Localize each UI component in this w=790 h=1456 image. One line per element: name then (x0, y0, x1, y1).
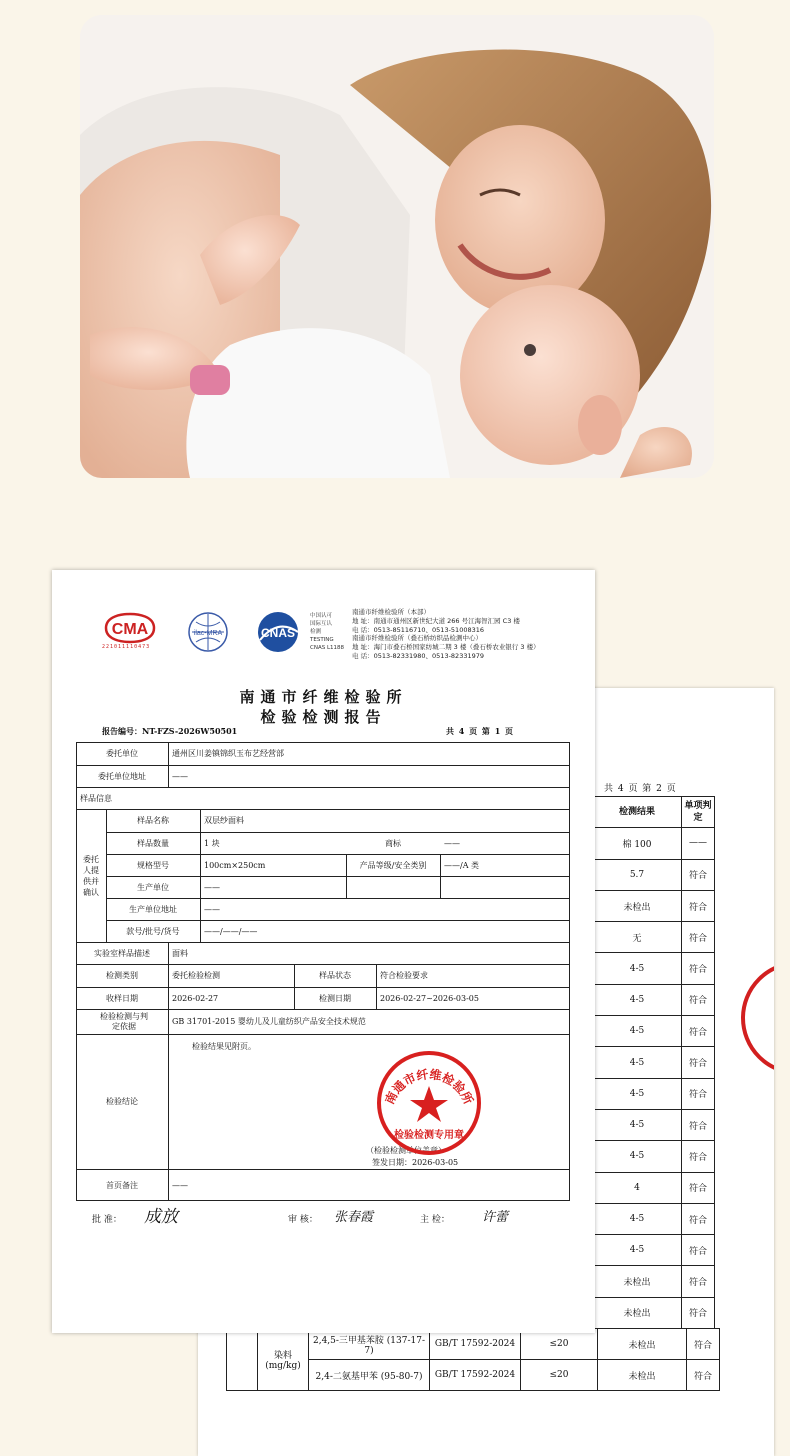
approve-signature: 成放 (144, 1207, 178, 1227)
result-cell: 4-5 (593, 984, 682, 1015)
dye-method: GB/T 17592-2024 (430, 1329, 521, 1360)
dye-limit: ≤20 (521, 1329, 598, 1360)
result-cell: 未检出 (593, 1297, 682, 1328)
dye-judge: 符合 (687, 1360, 720, 1391)
result-cell: 4-5 (593, 1047, 682, 1078)
svg-text:ilac-MRA: ilac-MRA (193, 630, 223, 637)
table-row (593, 1203, 715, 1234)
judge-cell: 符合 (682, 1078, 715, 1109)
dye-limit: ≤20 (521, 1360, 598, 1391)
conclusion-value: 检验结果见附页。 (192, 1041, 256, 1051)
judge-cell: 符合 (682, 859, 715, 890)
sign-date: 签发日期：2026-03-05 (372, 1157, 459, 1167)
cma-number: 221011110473 (102, 644, 151, 650)
test-date-value: 2026-02-27~2026-03-05 (380, 993, 479, 1003)
dye-table (226, 1328, 720, 1391)
brand-value: —— (444, 838, 460, 848)
grade-value: ——/A 类 (444, 860, 480, 870)
row-marker (227, 1329, 258, 1391)
result-cell: 4-5 (593, 1235, 682, 1266)
seal-partial-icon (738, 958, 774, 1078)
dye-method: GB/T 17592-2024 (430, 1360, 521, 1391)
svg-text:CMA: CMA (111, 621, 149, 638)
result-cell: 5.7 (593, 859, 682, 890)
sample-qty-label: 样品数量 (137, 838, 169, 848)
result-cell: 未检出 (593, 890, 682, 921)
table-row (593, 1141, 715, 1172)
basis-value: GB 31701-2015 婴幼儿及儿童纺织产品安全技术规范 (172, 1017, 366, 1026)
client-label: 委托单位 (106, 749, 138, 758)
table-row (593, 953, 715, 984)
lab-desc-value: 面料 (172, 948, 188, 958)
inspector-label: 主 检： (420, 1215, 450, 1225)
sample-qty-value: 1 块 (204, 838, 220, 848)
dye-result: 未检出 (598, 1360, 687, 1391)
result-cell: 4-5 (593, 953, 682, 984)
table-row (593, 1266, 715, 1297)
table-row (593, 1235, 715, 1266)
table-row (593, 859, 715, 890)
report-title-type: 检验检测报告 (260, 708, 387, 726)
style-label: 款号/批号/货号 (126, 926, 180, 936)
report-title-lab: 南通市纤维检验所 (239, 688, 408, 706)
seal-arc-text: 南通市纤维检验所 (382, 1067, 476, 1107)
lab-desc-label: 实验室样品描述 (94, 948, 150, 958)
ilac-mra-logo-icon (186, 610, 230, 654)
page-number: 共 4 页 第 2 页 (604, 784, 677, 794)
judge-cell: 符合 (682, 1109, 715, 1140)
review-signature: 张春霞 (334, 1210, 374, 1225)
judge-cell: 符合 (682, 984, 715, 1015)
official-seal-icon (374, 1048, 484, 1158)
client-address-value: —— (172, 771, 188, 781)
result-cell: 4 (593, 1172, 682, 1203)
sample-state-value: 符合检验要求 (380, 971, 428, 980)
client-confirm-label: 委托人提供并确认 (83, 854, 99, 897)
cnas-caption: 中国认可 国际互认 检测 TESTING CNAS L1188 (310, 613, 345, 651)
sample-name-value: 双层纱面料 (204, 816, 244, 825)
judge-cell: 符合 (682, 890, 715, 921)
result-cell: 4-5 (593, 1203, 682, 1234)
results-table (592, 796, 715, 1329)
result-cell: 4-5 (593, 1141, 682, 1172)
seal-bottom-text: 检验检测专用章 (394, 1130, 464, 1141)
judge-cell: 符合 (682, 1141, 715, 1172)
table-row (593, 1109, 715, 1140)
judge-cell: 符合 (682, 1297, 715, 1328)
judge-cell: 符合 (682, 953, 715, 984)
seal-caption: （检验检测单位盖章） (366, 1145, 446, 1155)
mother-baby-photo (80, 15, 714, 478)
judge-cell: 符合 (682, 1266, 715, 1297)
cnas-logo-icon (252, 610, 304, 654)
result-cell: 棉 100 (593, 828, 682, 859)
dye-item: 2,4,5-三甲基苯胺 (137-17-7) (309, 1329, 430, 1360)
result-cell: 无 (593, 922, 682, 953)
report-number: 报告编号：NT-FZS-2026W50501 (102, 726, 238, 736)
table-row (593, 1047, 715, 1078)
table-row (593, 1016, 715, 1047)
test-type-value: 委托检验检测 (172, 971, 220, 980)
dye-group-label: 染料 (mg/kg) (258, 1329, 309, 1391)
lab-address-block: 南通市纤维检验所（本部） 地 址：南通市通州区新世纪大道 266 号江海智汇园 C3 楼 电 话：0513-85116710、0513-51008316 南通市纤维检验所（叠石桥纺织品检测中心） 地 址：海门市叠石桥国家纺城二期 3 楼（叠石桥农业银行 3 楼） 电 话：0513-82331980、0513-82331979 (352, 608, 540, 660)
grade-label: 产品等级/安全类别 (359, 860, 427, 870)
column-header-judge: 单项判定 (682, 797, 715, 828)
judge-cell: 符合 (682, 1047, 715, 1078)
judge-cell: 符合 (682, 1172, 715, 1203)
basis-label: 检验检测与判定依据 (100, 1011, 148, 1031)
style-value: ——/——/—— (204, 926, 258, 936)
table-row (593, 984, 715, 1015)
remark-label: 首页备注 (106, 1180, 138, 1190)
spec-value: 100cm×250cm (204, 860, 266, 870)
report-page-1 (52, 570, 595, 1333)
result-cell: 4-5 (593, 1078, 682, 1109)
client-address-label: 委托单位地址 (98, 771, 146, 781)
result-cell: 未检出 (593, 1266, 682, 1297)
recv-date-label: 收样日期 (106, 993, 138, 1003)
judge-cell: 符合 (682, 1235, 715, 1266)
recv-date-value: 2026-02-27 (172, 993, 219, 1003)
cma-logo-icon (102, 612, 158, 644)
maker-address-label: 生产单位地址 (129, 904, 177, 914)
judge-cell: —— (682, 828, 715, 859)
result-cell: 4-5 (593, 1109, 682, 1140)
table-row (593, 828, 715, 859)
judge-cell: 符合 (682, 922, 715, 953)
spec-label: 规格型号 (137, 860, 169, 870)
table-row (593, 1172, 715, 1203)
judge-cell: 符合 (682, 1203, 715, 1234)
dye-judge: 符合 (687, 1329, 720, 1360)
client-value: 通州区川姜镇锦织玉布艺经营部 (172, 749, 284, 758)
review-label: 审 核： (288, 1215, 318, 1225)
table-row (593, 1078, 715, 1109)
conclusion-label: 检验结论 (106, 1097, 138, 1106)
test-type-label: 检测类别 (106, 971, 138, 980)
approve-label: 批 准： (92, 1215, 122, 1225)
test-date-label: 检测日期 (319, 993, 351, 1003)
sample-state-label: 样品状态 (319, 971, 351, 980)
maker-value: —— (204, 882, 220, 892)
judge-cell: 符合 (682, 1016, 715, 1047)
table-row (593, 890, 715, 921)
table-row (593, 1297, 715, 1328)
svg-text:CNAS: CNAS (260, 626, 296, 640)
inspector-signature: 许蕾 (482, 1210, 509, 1225)
sample-name-label: 样品名称 (137, 816, 169, 825)
page-number: 共 4 页 第 1 页 (446, 726, 515, 736)
table-row (593, 922, 715, 953)
result-cell: 4-5 (593, 1016, 682, 1047)
remark-value: —— (172, 1180, 188, 1190)
dye-result: 未检出 (598, 1329, 687, 1360)
sample-info-label: 样品信息 (80, 793, 112, 803)
maker-label: 生产单位 (137, 882, 169, 892)
dye-item: 2,4-二氨基甲苯 (95-80-7) (309, 1360, 430, 1391)
brand-label: 商标 (385, 838, 401, 848)
maker-address-value: —— (204, 904, 220, 914)
column-header-result: 检测结果 (593, 797, 682, 828)
